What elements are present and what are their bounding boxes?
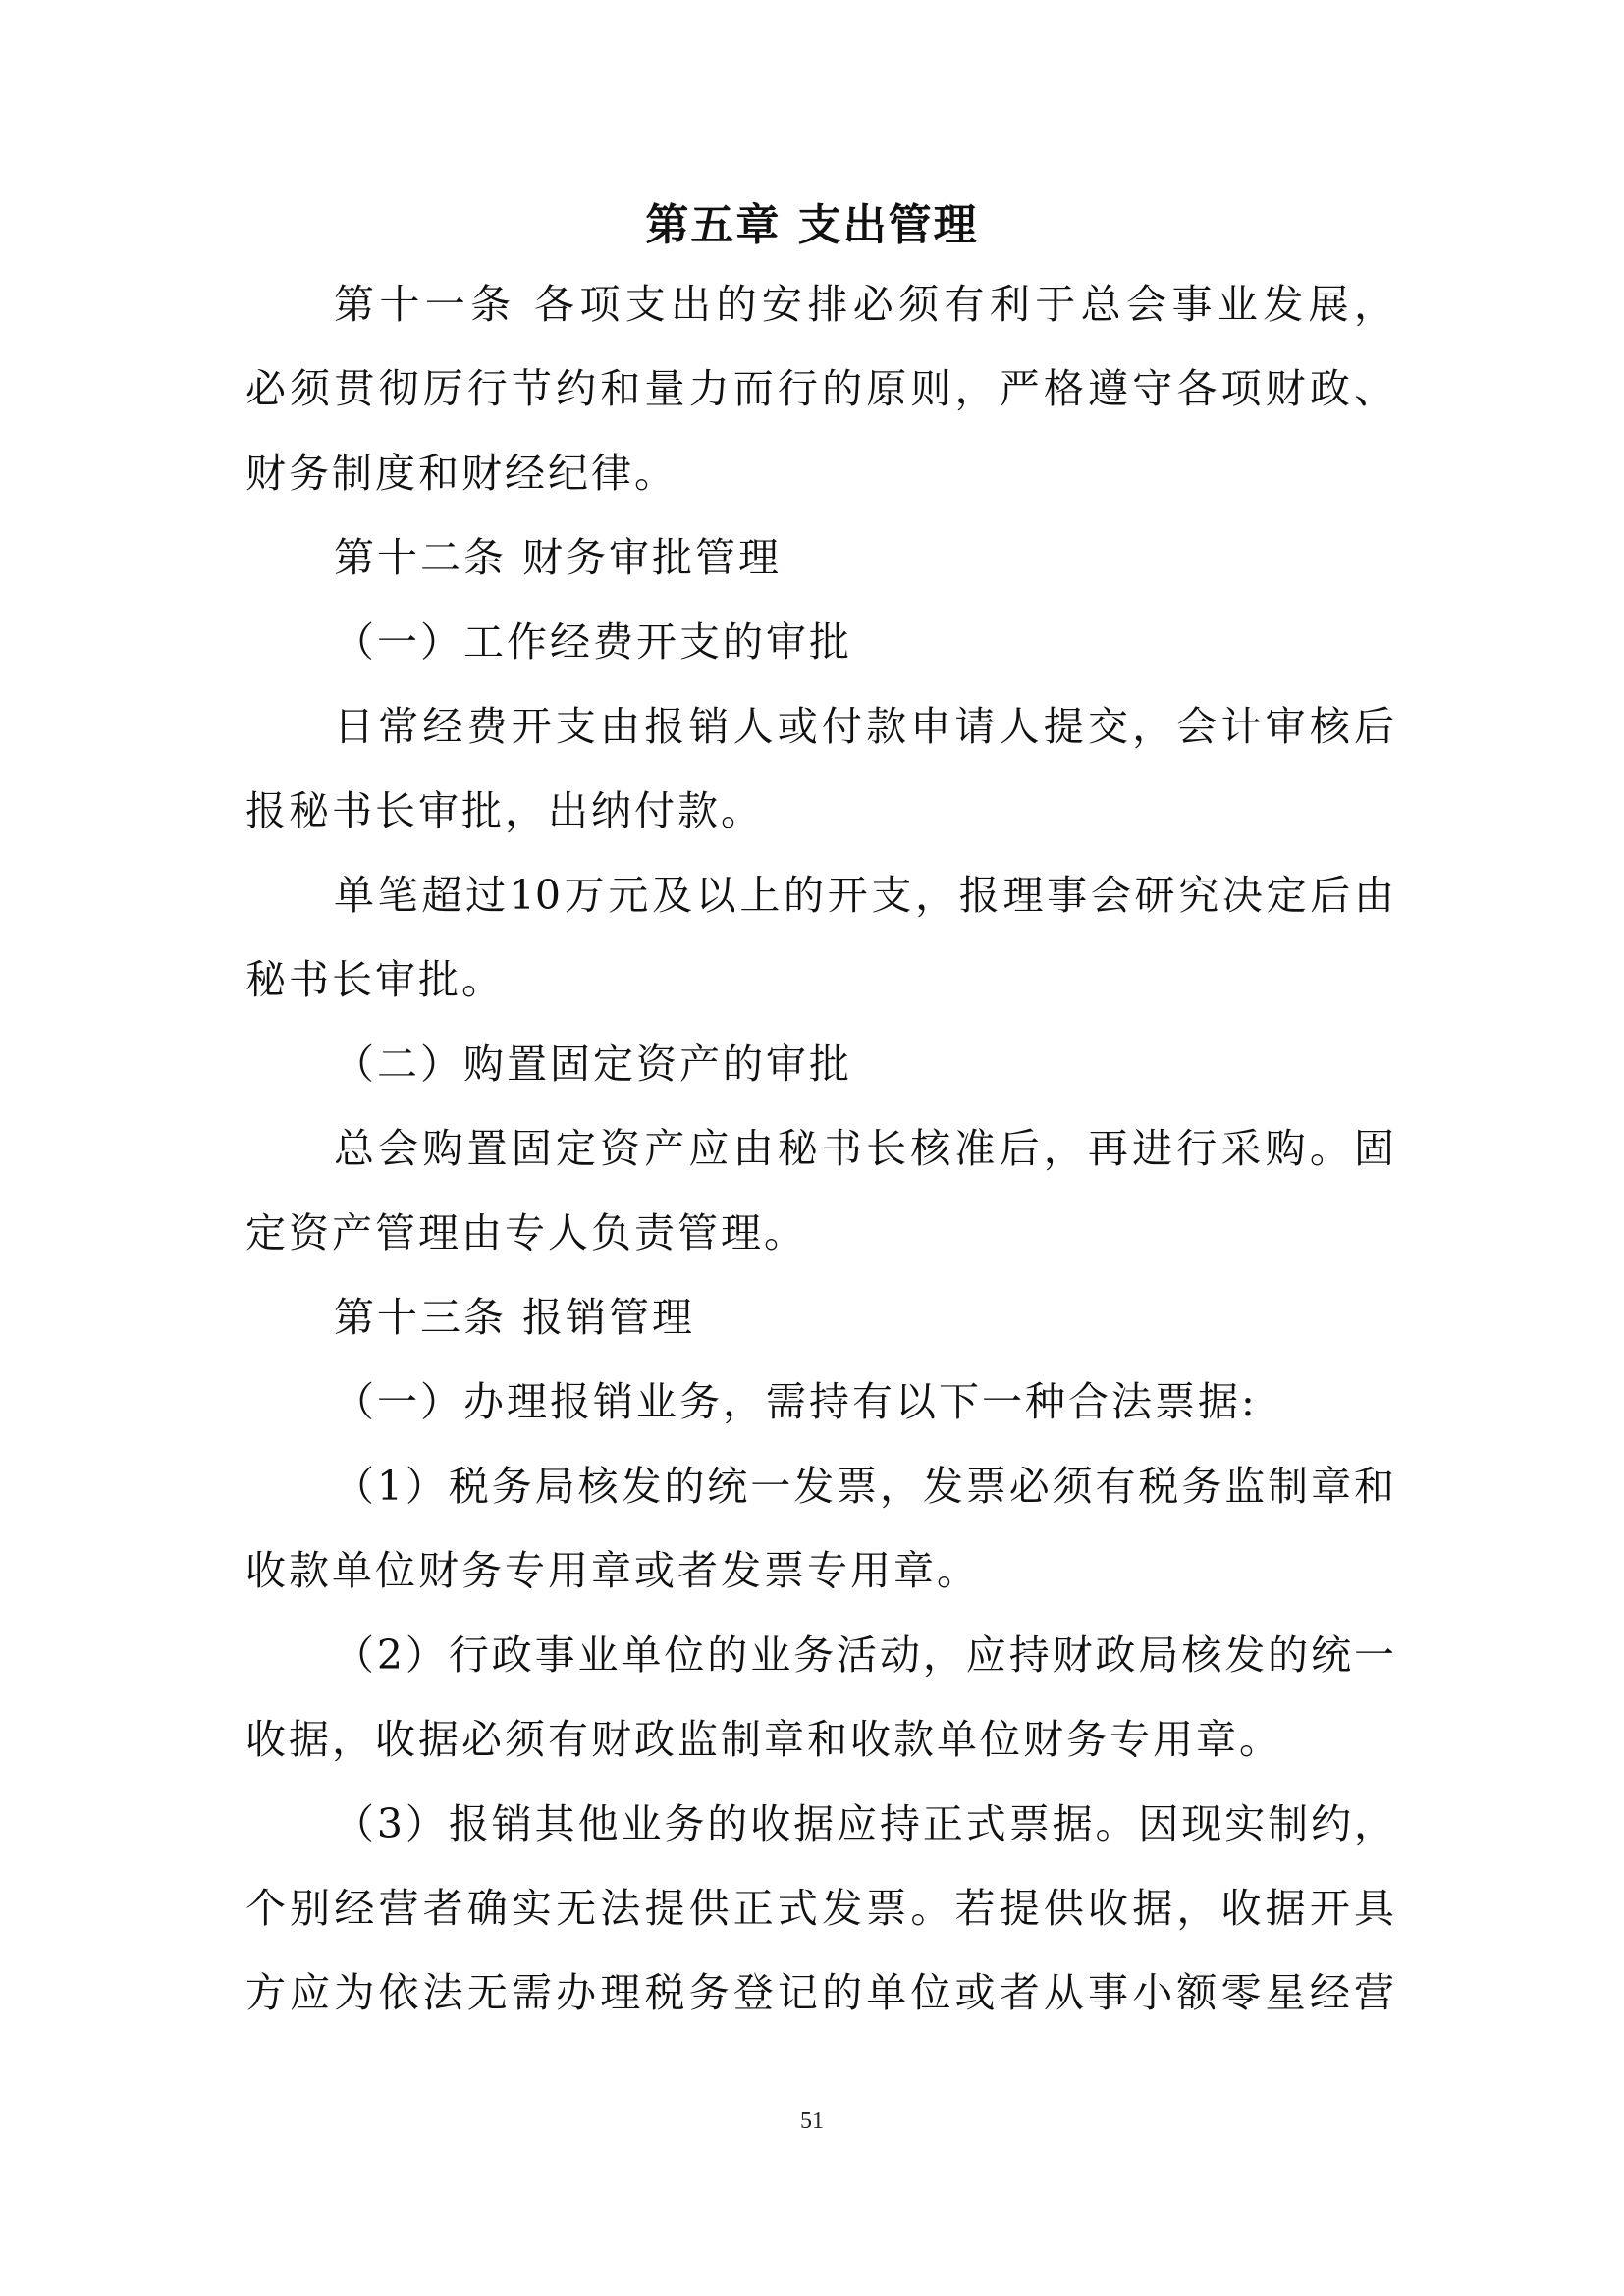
paragraph-line: 秘书长审批。 <box>245 956 505 1003</box>
paragraph-line: 单笔超过10万元及以上的开支，报理事会研究决定后由 <box>334 872 1394 919</box>
list-item-line: 个别经营者确实无法提供正式发票。若提供收据，收据开具 <box>245 1885 1394 1932</box>
paragraph-line: 报秘书长审批，出纳付款。 <box>245 787 764 834</box>
list-item-line: 方应为依法无需办理税务登记的单位或者从事小额零星经营 <box>245 1969 1394 2016</box>
list-item-line: （1）税务局核发的统一发票，发票必须有税务监制章和 <box>334 1463 1394 1510</box>
section-heading: （二）购置固定资产的审批 <box>334 1041 852 1088</box>
chapter-title: 第五章 支出管理 <box>645 200 979 250</box>
paragraph-line: 第十一条 各项支出的安排必须有利于总会事业发展， <box>334 281 1394 328</box>
paragraph-line: 必须贯彻厉行节约和量力而行的原则，严格遵守各项财政、 <box>245 365 1394 412</box>
list-item-line: （2）行政事业单位的业务活动，应持财政局核发的统一 <box>334 1631 1394 1679</box>
list-item-line: 收据，收据必须有财政监制章和收款单位财务专用章。 <box>245 1716 1282 1763</box>
section-heading: （一）工作经费开支的审批 <box>334 618 852 666</box>
paragraph-line: 日常经费开支由报销人或付款申请人提交，会计审核后 <box>334 703 1394 750</box>
list-item-line: 收款单位财务专用章或者发票专用章。 <box>245 1547 980 1594</box>
article-heading: 第十二条 财务审批管理 <box>334 534 783 581</box>
list-item-line: （3）报销其他业务的收据应持正式票据。因现实制约， <box>334 1800 1394 1847</box>
paragraph-line: 财务制度和财经纪律。 <box>245 450 677 497</box>
paragraph-line: 定资产管理由专人负责管理。 <box>245 1209 807 1256</box>
paragraph-line: 总会购置固定资产应由秘书长核准后，再进行采购。固 <box>334 1125 1394 1172</box>
article-heading: 第十三条 报销管理 <box>334 1294 696 1341</box>
paragraph-line: （一）办理报销业务，需持有以下一种合法票据: <box>334 1378 1258 1425</box>
page-number: 51 <box>800 2109 824 2134</box>
